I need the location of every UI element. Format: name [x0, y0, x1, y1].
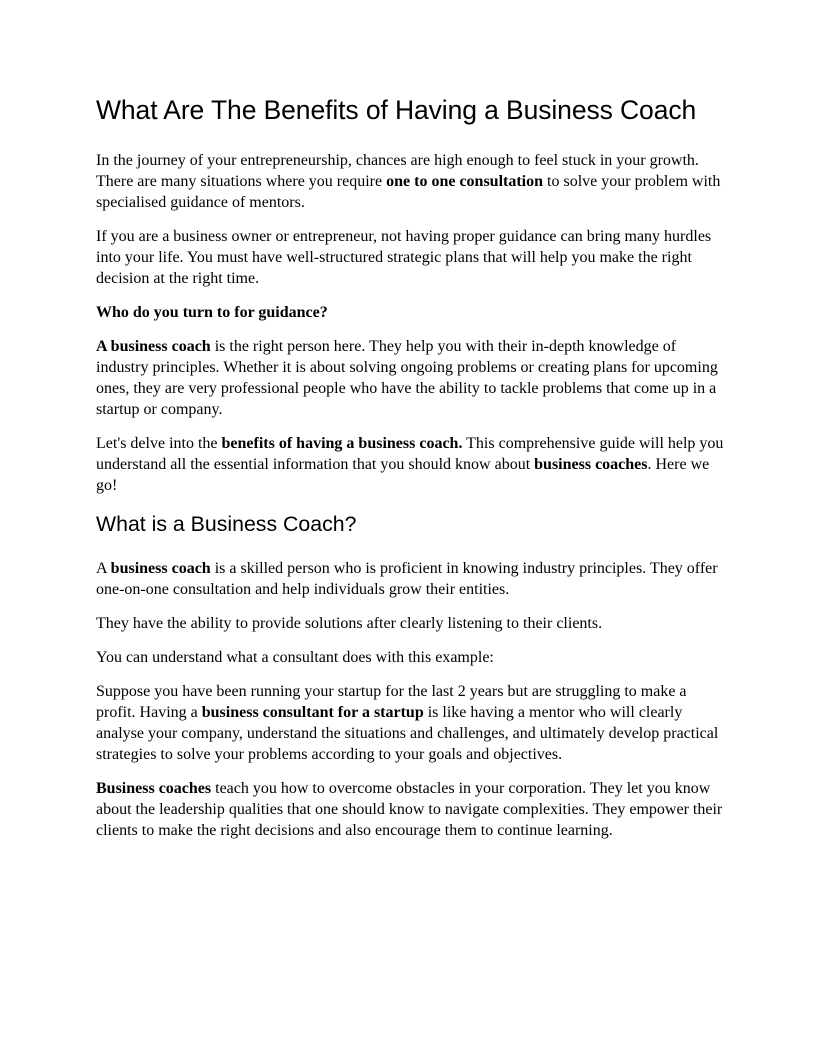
document-page — [96, 90, 728, 854]
text-run: A — [96, 560, 111, 577]
bold-phrase: Who do you turn to for guidance? — [96, 304, 328, 321]
text-run: This comprehensive guide will help you understand all the essential information that you should know about — [96, 435, 724, 473]
text-run: teach you how to overcome obstacles in your corporation. They let you know about the leadership qualities that one should know to navigate complexities. They empower their clients to make the right decisions and also encourage them to continue learning. — [96, 780, 723, 839]
bold-phrase: business consultant for a startup — [201, 704, 424, 721]
text-run: Let's delve into the — [96, 435, 222, 452]
guidance-paragraph: If you are a business owner or entrepreneur, not having proper guidance can bring many hurdles into your life. You must have well-structured strategic plans that will help you make the right decision at the right time. — [96, 228, 712, 287]
text-run: In the journey of your entrepreneurship, chances are high enough to feel stuck in your growth. There are many situations where you require — [96, 152, 699, 190]
text-run: is the right person here. They help you with their in-depth knowledge of industry principles. Whether it is about solving ongoing problems or creating plans for upcoming ones, they are very professional people who have the ability to tackle problems that come up in a startup or company. — [96, 338, 718, 418]
text-run: to solve your problem with specialised guidance of mentors. — [96, 173, 721, 211]
question-paragraph — [96, 302, 728, 323]
intro-paragraph — [96, 150, 728, 213]
coaches-paragraph — [96, 778, 728, 841]
section-heading: What is a Business Coach? — [96, 512, 357, 536]
text-run: is like having a mentor who will clearly analyse your company, understand the situations and challenges, and ultimately develop practical strategies to solve your problems according to your goals and objectives. — [96, 704, 719, 763]
bold-phrase: Business coaches — [96, 780, 212, 797]
solutions-paragraph: They have the ability to provide solutions after clearly listening to their clients. — [96, 615, 603, 632]
text-run: is a skilled person who is proficient in knowing industry principles. They offer one-on-one consultation and help individuals grow their entities. — [96, 560, 718, 598]
text-run: Suppose you have been running your startup for the last 2 years but are struggling to make a profit. Having a — [96, 683, 687, 721]
example-intro-paragraph: You can understand what a consultant does with this example: — [96, 649, 494, 666]
definition-paragraph — [96, 558, 728, 600]
example-paragraph — [96, 681, 728, 765]
benefits-paragraph — [96, 433, 728, 496]
text-run: . Here we go! — [96, 456, 710, 494]
bold-phrase: benefits of having a business coach. — [221, 435, 463, 452]
business-coach-paragraph — [96, 336, 728, 420]
bold-phrase: business coaches — [534, 456, 648, 473]
bold-phrase: business coach — [110, 560, 211, 577]
bold-phrase: one to one consultation — [386, 173, 544, 190]
bold-phrase: A business coach — [96, 338, 211, 355]
page-title: What Are The Benefits of Having a Business Coach — [96, 95, 697, 125]
